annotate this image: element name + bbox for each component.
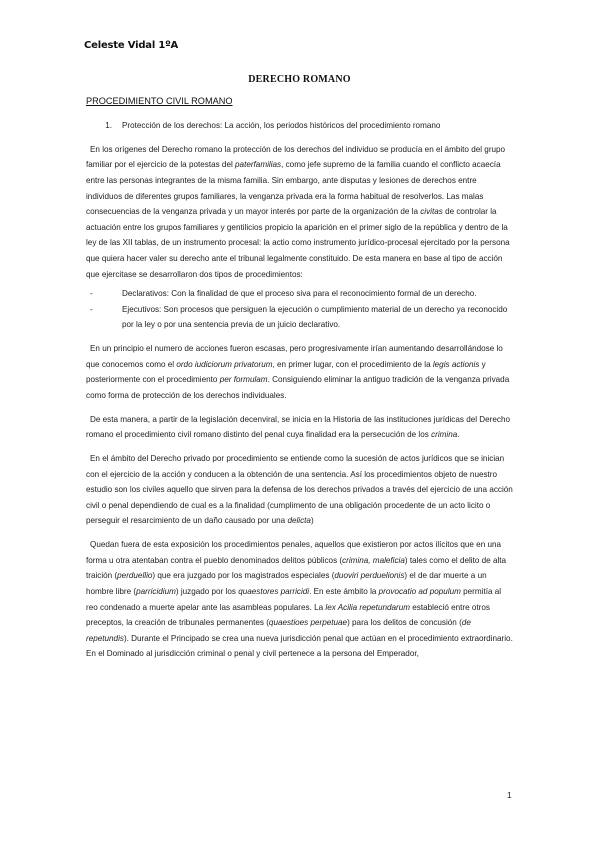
paragraph-text: . Consiguiendo eliminar la antiguo tradición de la venganza privada como forma de protección de los derechos individuales.	[86, 375, 510, 400]
page-number: 1	[507, 790, 512, 800]
paragraph-text: ) tales como el delito de alta traición (	[86, 555, 507, 581]
paragraph-text: ). Durante el Principado se crea una nueva jurisdicción penal que actúan en el procedimiento extraordinario. En el Dominado al jurisdicción criminal o penal y civil pertenece a la persona del Emperador,	[86, 633, 513, 659]
paragraph-text: En un principio el numero de acciones fueron escasas, pero progresivamente irían aumentando desarrollándose lo que conocemos como el	[86, 344, 503, 369]
italic-term: legis actionis	[432, 359, 480, 369]
paragraph-text: En los orígenes del Derecho romano la protección de los derechos del individuo se producía en el ámbito del grupo familiar por el ejercicio de la potestas del	[86, 144, 506, 170]
italic-term: parricidium	[136, 586, 176, 596]
paragraph-text: Quedan fuera de esta exposición los procedimientos penales, aquellos que existieron por actos ilícitos que en una forma u otra atentaban contra el pueblo denominados delitos públicos (	[86, 540, 502, 565]
bullet-dash: -	[90, 304, 93, 314]
bullet-item	[86, 302, 514, 333]
italic-term: duoviri perduelionis	[334, 571, 405, 581]
italic-term: per formulam	[219, 375, 268, 385]
paragraph	[86, 142, 514, 282]
italic-term: civitas	[420, 207, 443, 217]
paragraph-text: ) el de dar muerte a un hombre libre (	[86, 571, 487, 596]
paragraph-text: permitía al reo condenado a muerte apelar ante las asambleas populares. La	[86, 586, 502, 612]
italic-term: crimina, maleficia	[342, 555, 405, 565]
bullet-dash: -	[90, 289, 93, 299]
author-header: Celeste Vidal 1ºA	[84, 40, 179, 51]
paragraph-text: ) juzgado por los	[175, 586, 239, 596]
paragraph-text: ) para los delitos de concusión (	[347, 618, 462, 628]
italic-term: quaestioes perpetuae	[268, 618, 348, 628]
bullet-item	[86, 286, 514, 302]
numbered-item	[86, 118, 514, 134]
italic-term: perduellio	[117, 571, 153, 581]
italic-term: ordo iudiciorum privatorum	[176, 359, 273, 369]
numbered-item-number: 1.	[105, 121, 112, 130]
italic-term: de repetundis	[86, 618, 471, 643]
italic-term: quaestores parricidi	[238, 586, 310, 596]
paragraph	[86, 537, 514, 662]
bullet-text: Ejecutivos: Son procesos que persiguen la ejecución o cumplimiento material de un derecho ya reconocido por la ley o por una sentencia previa de un juicio declarativo.	[122, 304, 508, 330]
paragraph-text: En el ámbito del Derecho privado por procedimiento se entiende como la sucesión de actos jurídicos que se inician con el ejercicio de la acción y conducen a la obtención de una sentencia. Así los procedimientos objeto de nuestro estudio son los civiles aquello que sirven para la defensa de los derechos privados a través del ejercicio de una acción civil o penal dependiendo de cual es a la finalidad (cumplimento de una obligación procedente de un acto licito o perseguir el resarcimiento de un daño causado por una	[86, 454, 513, 526]
paragraph-text: y posteriormente con el procedimiento	[86, 359, 486, 385]
document-title: DERECHO ROMANO	[248, 74, 351, 85]
paragraph-text: de controlar la actuación entre los grupos familiares y gentilicios propicio la aparición en el primer siglo de la república y dentro de la ley de las XII tablas, de un instrumento procesal: la actio como instrumento jurídico-procesal ejercitado por la persona que quiera hacer valer su derecho ante el tribunal legalmente constituido. De esta manera en base al tipo de acción que ejercitase se desarrollaron dos tipos de procedimientos:	[86, 207, 510, 279]
paragraph-text: .	[457, 430, 460, 440]
italic-term: provocatio ad populum	[378, 586, 461, 596]
paragraph-text: estableció entre otros preceptos, la creación de tribunales permanentes (	[86, 602, 490, 628]
numbered-item-text: Protección de los derechos: La acción, los periodos históricos del procedimiento romano	[122, 121, 441, 130]
paragraph-text: . En este ámbito la	[309, 586, 379, 596]
paragraph	[86, 341, 514, 403]
italic-term: paterfamilias	[235, 160, 282, 170]
paragraph-text: ) que era juzgado por los magistrados especiales (	[152, 571, 335, 581]
bullet-list	[86, 286, 514, 333]
italic-term: lex Acilia repetundarum	[325, 602, 411, 612]
paragraph	[86, 412, 514, 443]
italic-term: crimina	[431, 430, 458, 440]
paragraph-text: , en primer lugar, con el procedimiento de la	[272, 359, 433, 369]
section-heading: PROCEDIMIENTO CIVIL ROMANO	[86, 96, 233, 106]
document-body	[86, 118, 514, 662]
paragraph-text: )	[310, 516, 314, 526]
italic-term: delicta	[287, 516, 311, 526]
paragraph-text: De esta manera, a partir de la legislación decenviral, se inicia en la Historia de las instituciones jurídicas del Derecho romano el procedimiento civil romano distinto del penal cuya finalidad era la persecución de los	[86, 414, 511, 440]
paragraph-text: , como jefe supremo de la familia cuando el conflicto acaecía entre las personas integrantes de la misma familia. Sin embargo, ante disputas y lesiones de derechos entre individuos de diferentes grupos familiares, la venganza privada era la forma habitual de resolverlos. Las malas consecuencias de la venganza privada y un mayor interés por parte de la organización de la	[86, 160, 501, 217]
paragraph	[86, 451, 514, 529]
bullet-text: Declarativos: Con la finalidad de que el proceso siva para el reconocimiento formal de un derecho.	[122, 289, 477, 299]
